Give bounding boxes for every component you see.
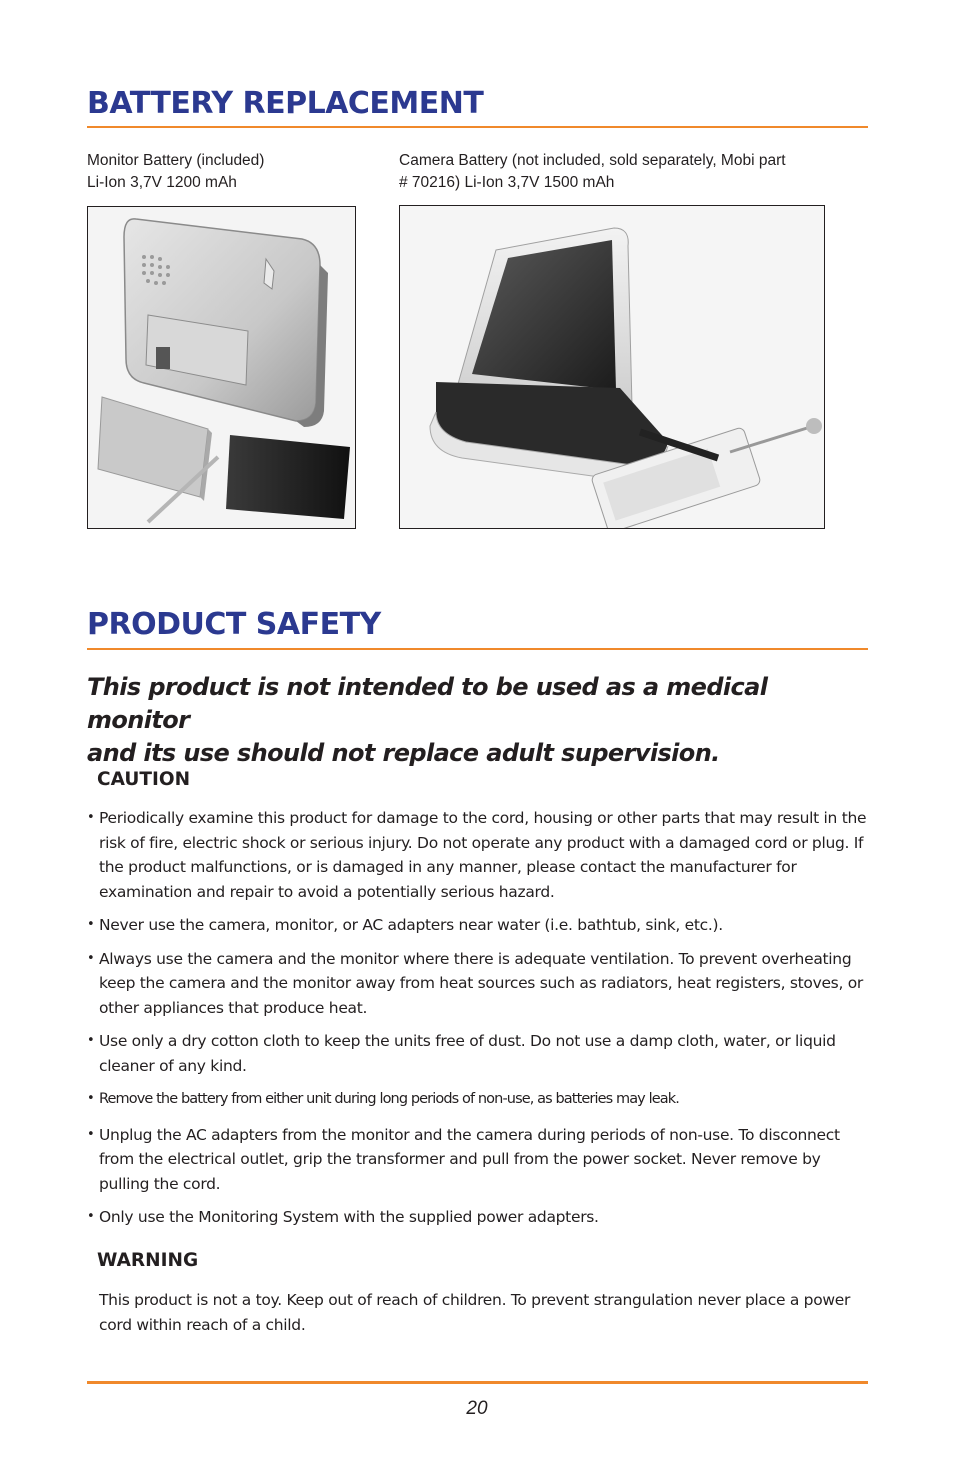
camera-caption-line: # 70216) Li-Ion 3,7V 1500 mAh	[399, 174, 615, 191]
caution-item: • Periodically examine this product for damage to the cord, housing or other parts that may result in the risk of fire, electric shock or serious injury. Do not operate any product with a damaged cord or plug. If the product malfunctions, or is damaged in any manner, please contact the manufacturer for examination and repair to avoid a potentially serious hazard.	[87, 806, 872, 904]
medical-monitor-notice	[87, 671, 867, 770]
caution-item: • Only use the Monitoring System with the supplied power adapters.	[87, 1205, 872, 1230]
monitor-caption-line: Li-Ion 3,7V 1200 mAh	[87, 174, 237, 191]
camera-battery-caption	[399, 150, 786, 194]
warning-text: This product is not a toy. Keep out of reach of children. To prevent strangulation never place a power cord within reach of a child.	[99, 1291, 851, 1334]
monitor-battery-illustration	[88, 207, 355, 528]
camera-caption-line: Camera Battery (not included, sold separately, Mobi part	[399, 152, 786, 169]
caution-heading: CAUTION	[97, 769, 191, 790]
caution-item: • Never use the camera, monitor, or AC adapters near water (i.e. bathtub, sink, etc.).	[87, 913, 872, 938]
product-safety-title: PRODUCT SAFETY	[87, 607, 381, 642]
title-rule	[87, 126, 868, 128]
monitor-caption-line: Monitor Battery (included)	[87, 152, 265, 169]
caution-item: • Always use the camera and the monitor where there is adequate ventilation. To prevent overheating keep the camera and the monitor away from heat sources such as radiators, heat registers, stoves, or other appliances that produce heat.	[87, 947, 872, 1021]
camera-battery-illustration	[400, 206, 824, 528]
camera-battery-photo	[399, 205, 825, 529]
warning-heading: WARNING	[97, 1250, 199, 1271]
caution-item: • Use only a dry cotton cloth to keep the units free of dust. Do not use a damp cloth, water, or liquid cleaner of any kind.	[87, 1029, 872, 1078]
footer-rule	[87, 1381, 868, 1384]
caution-list	[87, 806, 872, 1239]
caution-item: • Remove the battery from either unit during long periods of non-use, as batteries may leak.	[87, 1087, 872, 1112]
notice-line: This product is not intended to be used as a medical monitor	[87, 673, 768, 734]
caution-item: • Unplug the AC adapters from the monitor and the camera during periods of non-use. To disconnect from the electrical outlet, grip the transformer and pull from the power socket. Never remove by pulling the cord.	[87, 1123, 872, 1197]
page-number: 20	[466, 1398, 488, 1419]
title-rule	[87, 648, 868, 650]
battery-replacement-title: BATTERY REPLACEMENT	[87, 86, 484, 121]
monitor-battery-photo	[87, 206, 356, 529]
monitor-battery-caption	[87, 150, 264, 194]
notice-line: and its use should not replace adult supervision.	[87, 739, 720, 767]
